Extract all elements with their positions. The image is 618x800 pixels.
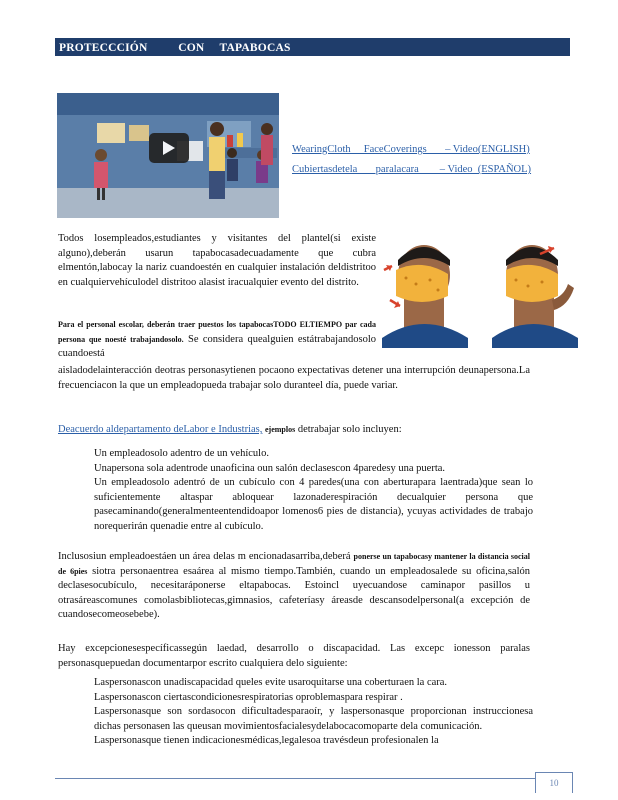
video-links xyxy=(292,140,531,180)
paragraph-text: Se considera quealguien estátrabajandosolo cuandoestá xyxy=(58,333,377,359)
paragraph-social-distance xyxy=(58,550,530,623)
section-header xyxy=(55,38,570,56)
labor-reference xyxy=(58,424,530,435)
face-covering-illustration xyxy=(382,240,578,348)
paragraph-text: Todos losempleados,estudiantes y visitantes del plantel(si existe alguno),deberán usarun tapabocasadecuadamente que cubra elmentón,labocay la nariz cuandoestén en cualquier instalación deldistritoo en cualquiervehículodel distritoo alasist iracualquier evento del distrito. xyxy=(58,233,376,288)
labor-department-link[interactable]: Deacuerdo aldepartamento deLabor e Industrias, xyxy=(58,424,263,435)
play-icon xyxy=(162,141,176,155)
emphasis-text: ponerse un tapabocasy mantener la distancia social de 6pies xyxy=(58,552,530,576)
video-thumbnail[interactable] xyxy=(57,93,279,218)
paragraph-text: detrabajar solo incluyen: xyxy=(297,424,402,435)
paragraph-text: Inclusosiun empleadoestáen un área delas m encionadasarriba,deberá xyxy=(58,551,351,562)
emphasis-text: ejemplos xyxy=(265,425,296,434)
paragraph-text: aisladodelainteracción deotras personasytienen pocaono expectativas detener una interrupción deunapersona.La frecuenciacon la que un empleadopueda trabajar solo duranteel día, puede variar. xyxy=(58,365,530,391)
list-item: Unapersona sola adentrode unaoficina oun salón declasescon 4paredesy una puerta. xyxy=(94,462,446,474)
page-number: 10 xyxy=(549,778,559,788)
footer-divider xyxy=(55,778,535,779)
list-item: Laspersonascon ciertascondicionesrespiratorias oproblemaspara respirar . xyxy=(94,691,403,703)
section-title: PROTECCCIÓN CON TAPABOCAS xyxy=(59,42,291,54)
emphasis-text: Para el personal escolar, deberán traer puestos los tapabocasTODO ELTIEMPO par cada persona que noesté trabajandosolo. xyxy=(58,320,376,344)
english-video-link[interactable]: WearingCloth FaceCoverings – Video(ENGLISH) xyxy=(292,144,530,155)
paragraph-text: siotra personaentrea esaárea al mismo tiempo.También, cuando un empleadosalede su oficina,salón declasesocubículo, necesitaráponerse eltapabocas. Estoincl uyecuandose caminapor pasillos u otrasáreascomunes comolasbibliotecas,gimnasios, cafeteríasy áreasde descansodelpersonal(a excepción de cuandosecomeosebebe). xyxy=(58,565,531,620)
page-number-box xyxy=(535,772,573,793)
list-item: Laspersonasque son sordasocon dificultadesparaoír, y laspersonasque proporcionan instruccionesa dichas personasen las queusan movimientosfacialesydelabocacomoparte dela comunicación. xyxy=(94,706,533,732)
paragraph-exceptions xyxy=(58,642,530,671)
play-button[interactable] xyxy=(149,133,189,163)
list-item: Un empleadosolo adentró de un cubículo con 4 paredes(una con aberturapara laentrada)que sean lo suficientemente altaspar abloquear lazonaderespiración decualquier persona que pasecaminando(generalmenteentendidoapor lomenos6 pies de distancia), ycuyas actividades de trabajo norequerirán quenadie entre al cubículo. xyxy=(94,477,533,532)
list-item: Laspersonascon unadiscapacidad queles evite usaroquitarse una coberturaen la cara. xyxy=(94,677,448,688)
exceptions-list xyxy=(58,676,533,749)
paragraph-staff-requirement xyxy=(58,318,376,362)
paragraph-who-must-wear xyxy=(58,232,376,290)
list-item: Un empleadosolo adentro de un vehículo. xyxy=(94,448,269,459)
person-adjusting-mask-right xyxy=(492,245,578,348)
list-item: Laspersonasque tienen indicacionesmédicas,legalesoa travésdeun profesionalen la xyxy=(94,735,439,746)
paragraph-working-alone xyxy=(58,364,530,393)
paragraph-text: Hay excepcionesespecíficassegún laedad, desarrollo o discapacidad. Las excepc ionesson paralas personasquepuedan documentarpor escrito cualquiera delo siguiente: xyxy=(58,643,530,669)
working-alone-examples-list xyxy=(58,447,533,534)
person-wearing-mask-left xyxy=(382,245,468,348)
spanish-video-link[interactable]: Cubiertasdetela paralacara – Video (ESPAÑOL) xyxy=(292,164,532,175)
